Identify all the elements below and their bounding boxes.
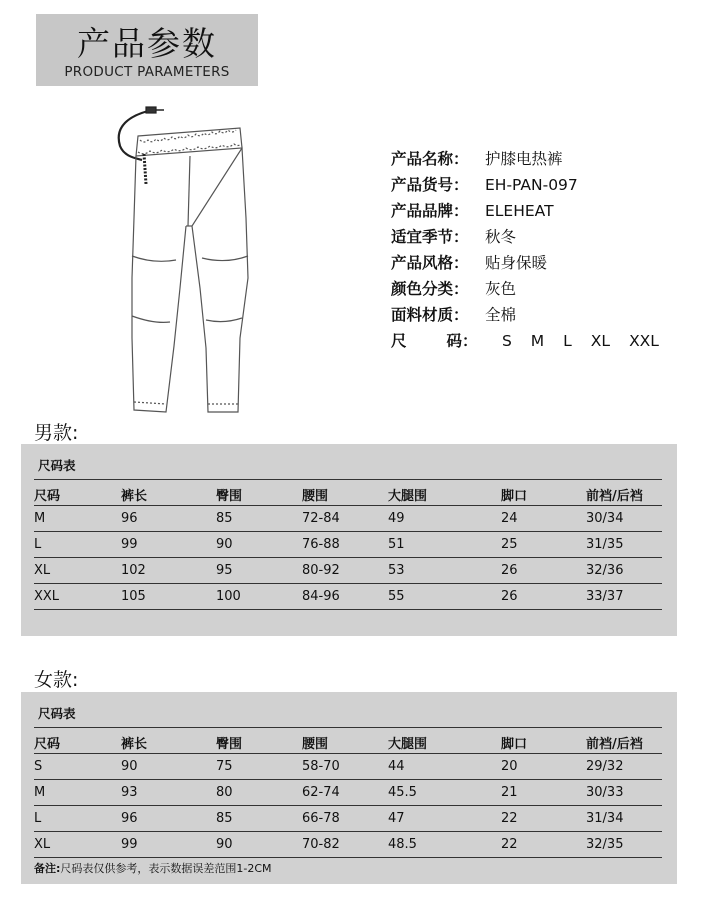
table-cell: 24 [501, 511, 518, 526]
param-key: 产品货号 [391, 176, 454, 194]
table-cell: 55 [388, 589, 405, 604]
table-header-cell: 前裆/后裆 [586, 489, 643, 504]
table-cell: M [34, 785, 46, 800]
table-cell: 90 [121, 759, 138, 774]
param-value: EH-PAN-097 [485, 176, 578, 194]
size-option: L [563, 332, 572, 350]
table-cell: 45.5 [388, 785, 417, 800]
table-cell: 25 [501, 537, 518, 552]
women-section-title: 女款: [34, 669, 79, 691]
table-cell: 105 [121, 589, 146, 604]
women-table-title: 尺码表 [38, 706, 76, 721]
table-cell: 29/32 [586, 759, 624, 774]
table-cell: 47 [388, 811, 405, 826]
table-cell: 20 [501, 759, 518, 774]
table-cell: XL [34, 837, 51, 852]
table-cell: 53 [388, 563, 405, 578]
table-cell: 26 [501, 589, 518, 604]
table-header-cell: 裤长 [121, 489, 148, 504]
param-value: 护膝电热裤 [485, 150, 563, 168]
table-cell: 84-96 [302, 589, 340, 604]
table-cell: 70-82 [302, 837, 340, 852]
table-header-cell: 臀围 [216, 489, 243, 504]
table-header-cell: 裤长 [121, 737, 148, 752]
table-cell: 72-84 [302, 511, 340, 526]
param-key: 产品风格 [391, 254, 454, 272]
table-cell: 33/37 [586, 589, 624, 604]
table-cell: 26 [501, 563, 518, 578]
table-cell: 96 [121, 811, 138, 826]
table-cell: 49 [388, 511, 405, 526]
table-cell: 76-88 [302, 537, 340, 552]
param-key: 产品品牌 [391, 202, 454, 220]
param-key: 面料材质 [391, 306, 454, 324]
table-cell: 31/34 [586, 811, 624, 826]
param-key: 颜色分类 [391, 280, 454, 298]
men-size-table [34, 479, 662, 610]
table-row [34, 780, 662, 806]
param-value: 贴身保暖 [485, 254, 548, 272]
table-cell: M [34, 511, 46, 526]
table-cell: XXL [34, 589, 60, 604]
table-header-row [34, 727, 662, 754]
param-key: 适宜季节 [391, 228, 454, 246]
table-cell: 90 [216, 537, 233, 552]
women-size-table [34, 727, 662, 858]
table-row [34, 532, 662, 558]
table-cell: 32/35 [586, 837, 624, 852]
table-header-cell: 腰围 [302, 489, 329, 504]
table-cell: 90 [216, 837, 233, 852]
pants-illustration [108, 98, 258, 416]
size-option: XXL [629, 332, 659, 350]
table-row [34, 832, 662, 858]
size-note [34, 860, 272, 876]
table-header-cell: 脚口 [501, 489, 528, 504]
param-row-name: 产品名称： 护膝电热裤 [391, 146, 678, 172]
table-cell: 93 [121, 785, 138, 800]
table-cell: 31/35 [586, 537, 624, 552]
table-header-row [34, 479, 662, 506]
table-cell: 85 [216, 811, 233, 826]
table-cell: 85 [216, 511, 233, 526]
table-cell: 102 [121, 563, 146, 578]
table-row [34, 558, 662, 584]
table-cell: 95 [216, 563, 233, 578]
size-option: S [501, 332, 512, 350]
param-key: 产品名称 [391, 150, 454, 168]
table-row [34, 506, 662, 532]
param-row-brand: 产品品牌： ELEHEAT [391, 198, 678, 224]
param-value: 灰色 [485, 280, 517, 298]
table-cell: 44 [388, 759, 405, 774]
table-cell: S [34, 759, 43, 774]
table-cell: L [34, 811, 42, 826]
table-cell: 80 [216, 785, 233, 800]
table-header-cell: 大腿围 [388, 737, 428, 752]
size-label-b: 码 [446, 332, 463, 350]
table-cell: 51 [388, 537, 405, 552]
param-value: 全棉 [485, 306, 517, 324]
table-cell: 30/33 [586, 785, 624, 800]
param-row-material: 面料材质： 全棉 [391, 302, 678, 328]
product-params [391, 146, 678, 354]
page-subtitle: PRODUCT PARAMETERS [64, 64, 230, 80]
size-option: XL [590, 332, 611, 350]
table-header-cell: 脚口 [501, 737, 528, 752]
table-cell: 58-70 [302, 759, 340, 774]
param-row-color: 颜色分类： 灰色 [391, 276, 678, 302]
table-cell: 96 [121, 511, 138, 526]
table-cell: 21 [501, 785, 518, 800]
table-cell: 48.5 [388, 837, 417, 852]
table-cell: XL [34, 563, 51, 578]
size-label-a: 尺 [391, 332, 407, 350]
table-header-cell: 臀围 [216, 737, 243, 752]
table-header-cell: 腰围 [302, 737, 329, 752]
table-cell: 100 [216, 589, 241, 604]
table-cell: 32/36 [586, 563, 624, 578]
table-cell: 80-92 [302, 563, 340, 578]
table-header-cell: 尺码 [34, 489, 61, 504]
param-row-sizes: 尺 码： S M L XL XXL [391, 328, 678, 354]
table-header-cell: 大腿围 [388, 489, 428, 504]
table-row [34, 754, 662, 780]
table-cell: L [34, 537, 42, 552]
table-cell: 99 [121, 837, 138, 852]
page-title: 产品参数 [77, 24, 217, 63]
table-header-cell: 尺码 [34, 737, 61, 752]
men-table-title: 尺码表 [38, 458, 76, 473]
table-cell: 62-74 [302, 785, 340, 800]
note-text: 尺码表仅供参考，表示数据误差范围1-2CM [60, 862, 272, 875]
table-cell: 22 [501, 811, 518, 826]
size-option: M [530, 332, 545, 350]
table-header-cell: 前裆/后裆 [586, 737, 643, 752]
header-banner [36, 14, 258, 86]
men-section-title: 男款: [34, 422, 79, 444]
param-row-sku: 产品货号： EH-PAN-097 [391, 172, 678, 198]
table-row [34, 584, 662, 610]
table-cell: 22 [501, 837, 518, 852]
table-cell: 99 [121, 537, 138, 552]
table-cell: 75 [216, 759, 233, 774]
note-label: 备注: [34, 862, 61, 875]
param-row-season: 适宜季节： 秋冬 [391, 224, 678, 250]
table-row [34, 806, 662, 832]
table-cell: 66-78 [302, 811, 340, 826]
table-cell: 30/34 [586, 511, 624, 526]
param-row-style: 产品风格： 贴身保暖 [391, 250, 678, 276]
param-value: ELEHEAT [485, 202, 554, 220]
param-value: 秋冬 [485, 228, 517, 246]
